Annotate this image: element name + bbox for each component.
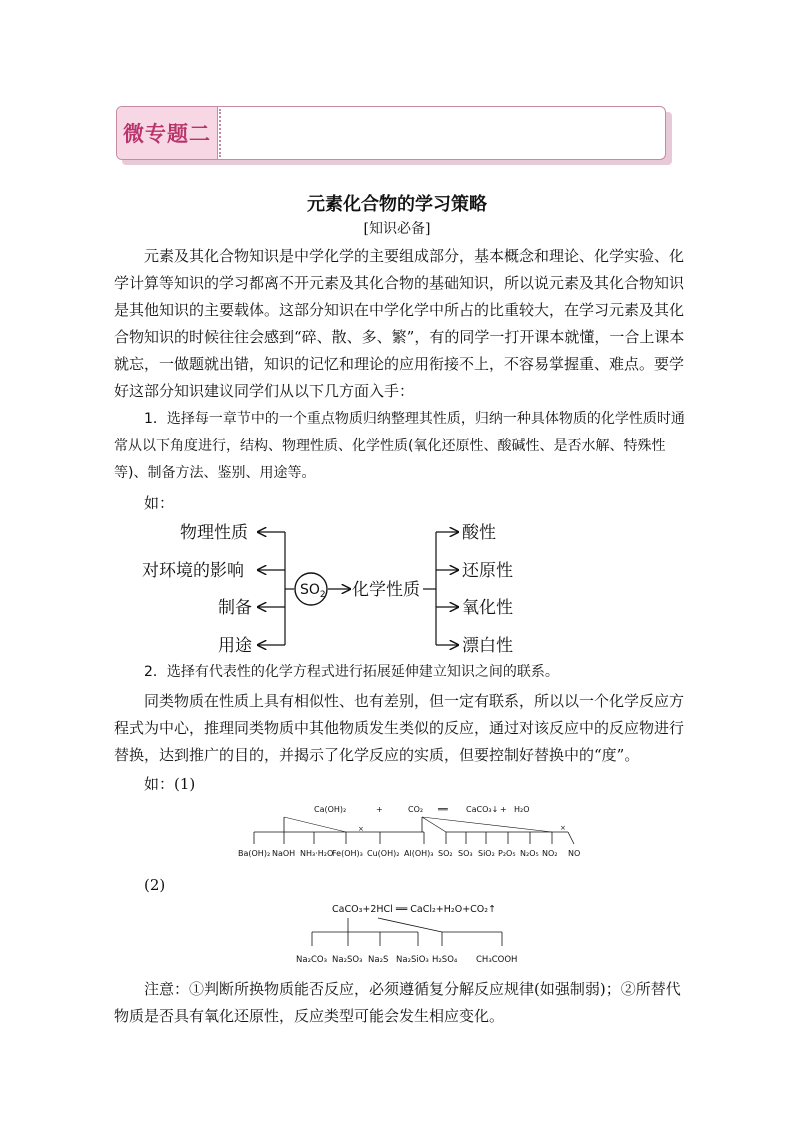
cross-mark: × bbox=[560, 824, 566, 832]
acid-item: H₂SO₄ bbox=[432, 955, 458, 965]
page-title: 元素化合物的学习策略 bbox=[307, 194, 487, 215]
example-1-label: 如：(1) bbox=[144, 775, 196, 793]
example-2-label: (2) bbox=[144, 876, 166, 894]
base-item: Al(OH)₃ bbox=[404, 849, 434, 858]
middle-label: 化学性质 bbox=[352, 580, 420, 600]
banner-frame bbox=[116, 106, 666, 160]
example-label: 如： bbox=[144, 494, 175, 512]
right-branch-label: 漂白性 bbox=[462, 636, 513, 656]
point-2-body: 同类物质在性质上具有相似性、也有差别，但一定有联系，所以以一个化学反应方程式为中心，推理同类物质中其他物质发生类似的反应，通过对该反应中的反应物进行替换，达到推广的目的，并揭示了化学反应的实质，但要控制好替换中的“度”。 bbox=[114, 692, 685, 764]
intro-paragraph: 元素及其化合物知识是中学化学的主要组成部分，基本概念和理论、化学实验、化学计算等知识的学习都离不开元素及其化合物的基础知识，所以说元素及其化合物知识是其他知识的主要载体。这部分知识在中学化学中所占的比重较大，在学习元素及其化合物知识的时候往往会感到“碎、散、多、繁”，有的同学一打开课本就懂，一合上课本就忘，一做题就出错，知识的记忆和理论的应用衔接不上，不容易掌握重、难点。要学好这部分知识建议同学们从以下几方面入手： bbox=[114, 247, 685, 400]
base-item: NH₃·H₂O bbox=[300, 849, 334, 858]
acid-item: CH₃COOH bbox=[476, 955, 518, 965]
point-2: 2．选择有代表性的化学方程式进行拓展延伸建立知识之间的联系。 bbox=[144, 664, 559, 680]
eq-term: ══ bbox=[438, 805, 448, 814]
left-branch-label: 对环境的影响 bbox=[142, 561, 244, 581]
caco3-hcl-diagram bbox=[292, 898, 522, 970]
banner-label: 微专题二 bbox=[123, 122, 211, 146]
oxide-item: NO₂ bbox=[542, 849, 558, 858]
base-item: Ba(OH)₂ bbox=[238, 849, 271, 858]
eq-term: Ca(OH)₂ bbox=[314, 805, 347, 814]
cross-mark: × bbox=[358, 825, 364, 833]
right-branch-label: 还原性 bbox=[462, 561, 513, 581]
base-item: Fe(OH)₃ bbox=[332, 849, 363, 858]
right-branch-label: 氧化性 bbox=[462, 598, 513, 618]
section-subtitle: [知识必备] bbox=[363, 221, 431, 237]
oxide-item: N₂O₅ bbox=[520, 849, 539, 858]
eq-term: CaCO₃↓ bbox=[466, 805, 499, 814]
eq-term: H₂O bbox=[514, 805, 530, 814]
section-banner bbox=[116, 106, 673, 166]
oxide-item: P₂O₅ bbox=[498, 849, 516, 858]
note-paragraph: 注意：①判断所换物质能否反应，必须遵循复分解反应规律(如强制弱)；②所替代物质是否具有氧化还原性，反应类型可能会发生相应变化。 bbox=[114, 980, 681, 1025]
right-branch-label: 酸性 bbox=[462, 523, 496, 543]
left-branch-label: 制备 bbox=[218, 598, 252, 618]
oxide-item: NO bbox=[568, 849, 581, 858]
salt-item: Na₂SiO₃ bbox=[396, 955, 429, 965]
left-branch-label: 用途 bbox=[218, 636, 252, 656]
eq-term: + bbox=[376, 805, 383, 814]
salt-item: Na₂S bbox=[368, 955, 389, 965]
base-item: Cu(OH)₂ bbox=[367, 849, 400, 858]
salt-item: Na₂CO₃ bbox=[296, 955, 328, 965]
point-1: 1．选择每一章节中的一个重点物质归纳整理其性质，归纳一种具体物质的化学性质时通常从以下角度进行，结构、物理性质、化学性质(氧化还原性、酸碱性、是否水解、特殊性等)、制备方法、鉴别、用途等。 bbox=[114, 411, 685, 481]
left-branch-label: 物理性质 bbox=[180, 523, 248, 543]
oxide-item: SiO₂ bbox=[478, 849, 495, 858]
oxide-item: SO₂ bbox=[438, 849, 453, 858]
salt-item: Na₂SO₃ bbox=[332, 955, 363, 965]
equation: CaCO₃+2HCl ══ CaCl₂+H₂O+CO₂↑ bbox=[332, 904, 497, 915]
caoh2-co2-diagram bbox=[234, 800, 594, 862]
eq-term: + bbox=[500, 805, 507, 814]
eq-term: CO₂ bbox=[408, 805, 424, 814]
base-item: NaOH bbox=[272, 849, 296, 858]
oxide-item: SO₃ bbox=[458, 849, 473, 858]
banner-divider bbox=[219, 109, 223, 157]
so2-property-diagram bbox=[140, 512, 560, 662]
so2-label: $SO_2$ bbox=[300, 582, 326, 600]
